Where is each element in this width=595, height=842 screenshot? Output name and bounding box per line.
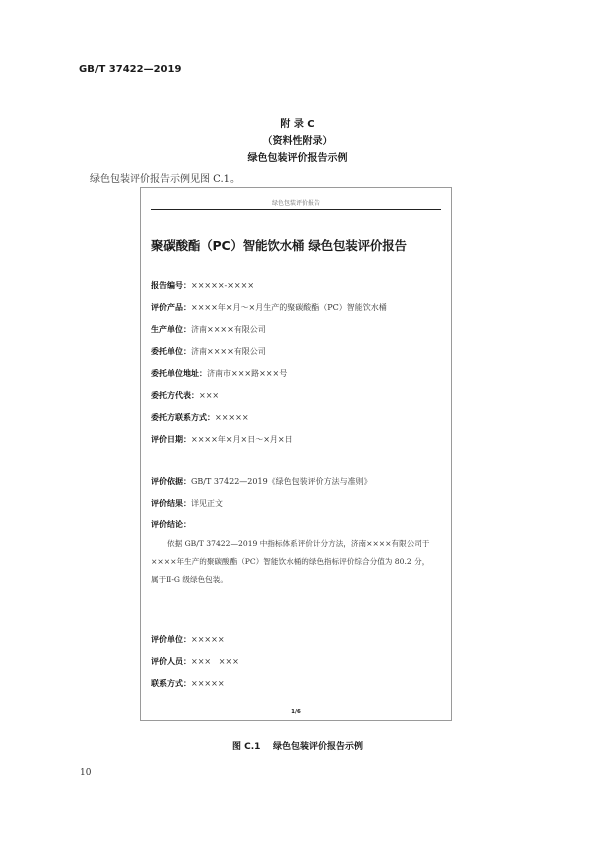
field-value: 济南××××有限公司 (191, 325, 266, 334)
conclusion-line: ××××年生产的聚碳酸酯（PC）智能饮水桶的绿色指标评价综合分值为 80.2 分， (151, 557, 430, 566)
field-label: 委托方联系方式： (151, 413, 215, 422)
field-value: GB/T 37422—2019《绿色包装评价方法与准则》 (191, 477, 372, 486)
field-value: 详见正文 (191, 499, 223, 508)
field-label: 评价日期： (151, 435, 191, 444)
field-value: ×××××-×××× (191, 281, 255, 290)
field-client-rep (151, 390, 219, 401)
field-client-contact (151, 412, 249, 423)
field-label: 评价依据： (151, 477, 191, 486)
field-label: 评价人员： (151, 657, 191, 666)
field-conclusion-label (151, 519, 191, 530)
field-manufacturer (151, 324, 266, 335)
field-label: 报告编号： (151, 281, 191, 290)
field-eval-unit (151, 634, 225, 645)
field-label: 评价结果： (151, 499, 191, 508)
standard-number: GB/T 37422—2019 (79, 64, 182, 75)
field-label: 委托单位： (151, 347, 191, 356)
report-page-number: 1/6 (291, 709, 301, 715)
report-figure-frame (140, 187, 452, 721)
field-value: ××××年×月×日～×月×日 (191, 435, 293, 444)
field-label: 评价结论： (151, 520, 191, 529)
report-header-rule (151, 209, 441, 210)
field-value: ××× ××× (191, 657, 239, 666)
report-title: 聚碳酸酯（PC）智能饮水桶 绿色包装评价报告 (151, 238, 407, 253)
annex-intro: 绿色包装评价报告示例见图 C.1。 (90, 174, 241, 185)
annex-type: （资料性附录） (262, 136, 333, 147)
field-value: 济南××××有限公司 (191, 347, 266, 356)
field-client-address (151, 368, 287, 379)
field-label: 评价单位： (151, 635, 191, 644)
field-basis (151, 476, 372, 487)
report-header-text: 绿色包装评价报告 (271, 200, 320, 207)
field-value: ××××× (191, 679, 225, 688)
field-label: 委托方代表： (151, 391, 199, 400)
field-value: 济南市×××路×××号 (207, 369, 288, 378)
field-report-number (151, 280, 254, 291)
annex-heading: 绿色包装评价报告示例 (247, 153, 348, 164)
field-value: ××× (199, 391, 220, 400)
field-product (151, 302, 387, 313)
annex-label: 附 录 C (280, 119, 315, 130)
field-value: ××××年×月～×月生产的聚碳酸酯（PC）智能饮水桶 (191, 303, 387, 312)
conclusion-line: 属于Ⅱ-G 级绿色包装。 (151, 575, 228, 584)
field-result (151, 498, 223, 509)
conclusion-line: 依据 GB/T 37422—2019 中指标体系评价计分方法，济南××××有限公司于 (167, 539, 430, 548)
field-label: 生产单位： (151, 325, 191, 334)
field-label: 联系方式： (151, 679, 191, 688)
field-eval-date (151, 434, 293, 445)
field-evaluators (151, 656, 239, 667)
field-client (151, 346, 266, 357)
conclusion-paragraph (151, 535, 443, 589)
page-number: 10 (80, 768, 92, 778)
figure-caption: 图 C.1 绿色包装评价报告示例 (232, 742, 363, 752)
field-value: ××××× (191, 635, 225, 644)
field-label: 评价产品： (151, 303, 191, 312)
field-contact (151, 678, 225, 689)
field-label: 委托单位地址： (151, 369, 207, 378)
field-value: ××××× (215, 413, 249, 422)
